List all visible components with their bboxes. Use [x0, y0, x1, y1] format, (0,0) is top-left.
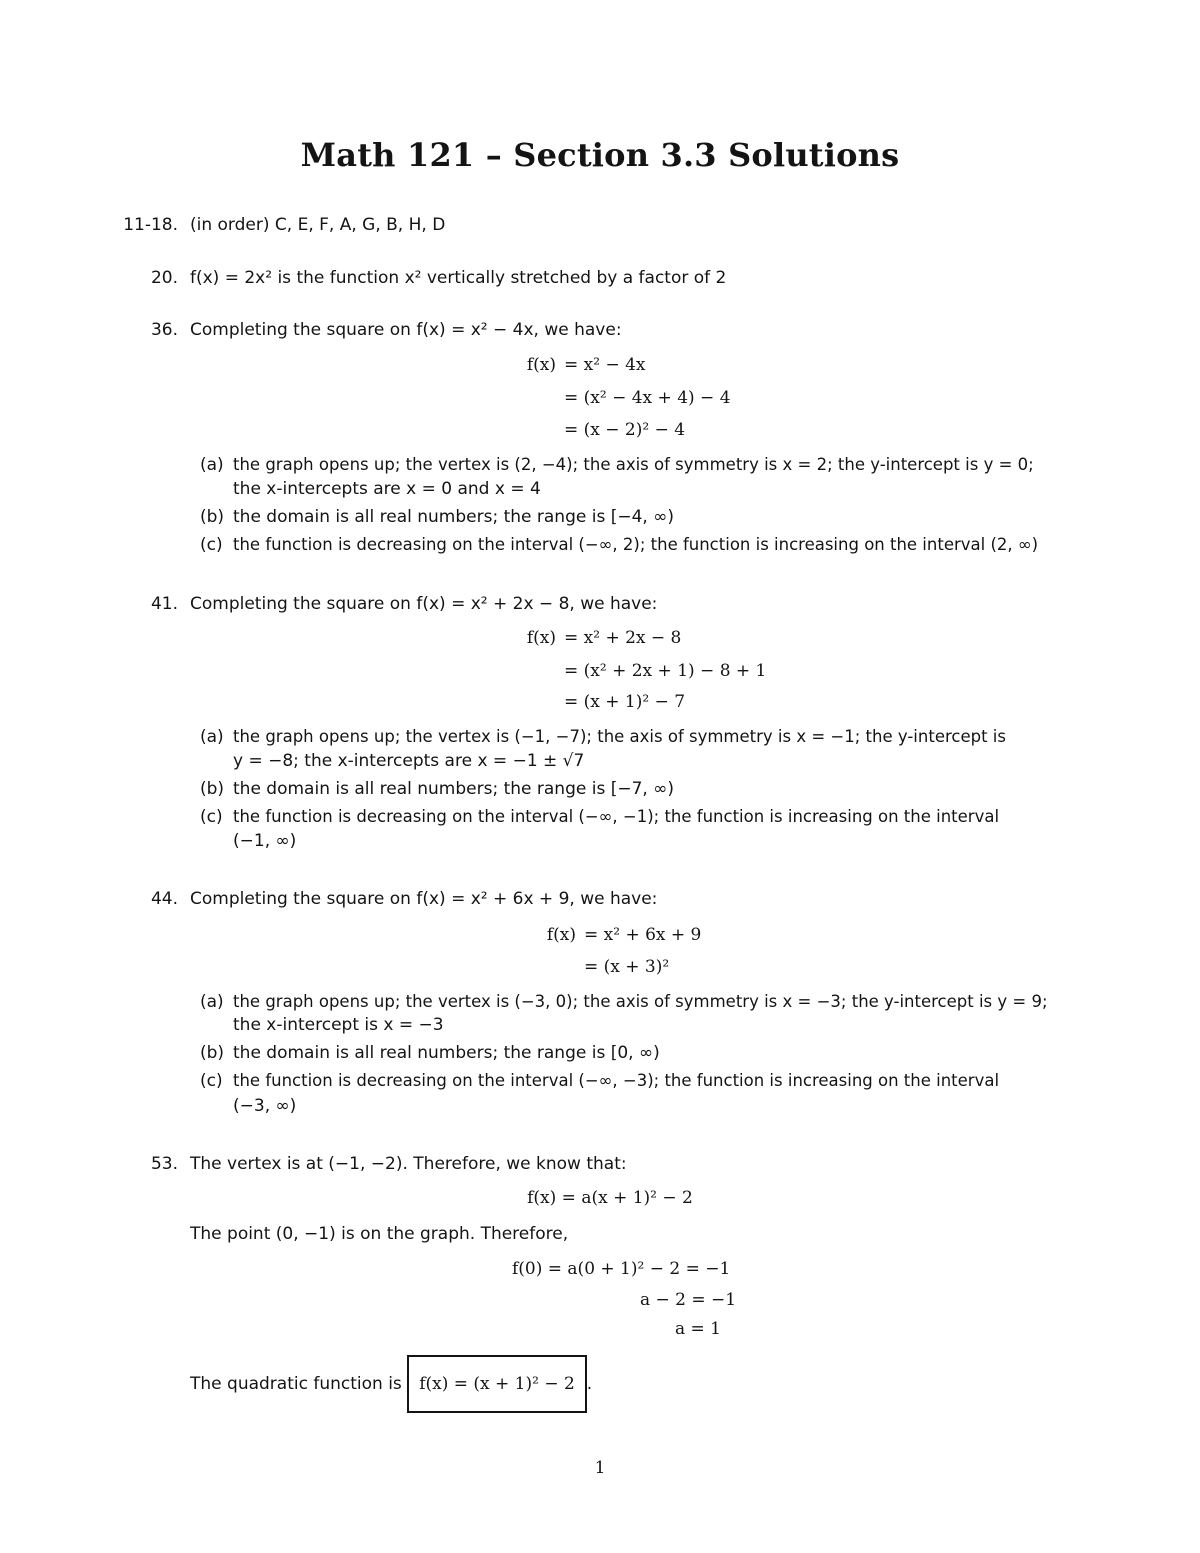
part-label: (c) — [200, 535, 223, 555]
part-text: (−1, ∞) — [233, 831, 297, 851]
problem-intro: Completing the square on f(x) = x² + 2x − 8, we have: — [190, 594, 658, 614]
problem-text: f(x) = 2x² is the function x² vertically stretched by a factor of 2 — [190, 268, 727, 288]
problem-number: 44. — [150, 889, 178, 909]
equation-line: f(x) = a(x + 1)² − 2 — [527, 1188, 693, 1208]
part-text: the x-intercept is x = −3 — [233, 1015, 444, 1035]
page-title: Math 121 – Section 3.3 Solutions — [300, 136, 900, 174]
equation-line: = (x + 1)² − 7 — [564, 692, 686, 712]
equation-line: = (x² + 2x + 1) − 8 + 1 — [564, 661, 767, 681]
part-text: the function is decreasing on the interval (−∞, 2); the function is increasing on the interval (2, ∞) — [233, 535, 1039, 554]
part-label: (b) — [200, 507, 225, 527]
final-answer-line — [190, 1355, 592, 1413]
part-label: (a) — [200, 455, 224, 475]
part-text: y = −8; the x-intercepts are x = −1 ± √7 — [233, 751, 585, 771]
part-label: (c) — [200, 1071, 223, 1091]
part-text: the domain is all real numbers; the range is [0, ∞) — [233, 1043, 660, 1063]
problem-number: 36. — [150, 320, 178, 340]
equation-line: = x² + 6x + 9 — [584, 925, 702, 945]
equation-line: = x² + 2x − 8 — [564, 628, 682, 648]
problem-number: 20. — [150, 268, 178, 288]
problem-intro: Completing the square on f(x) = x² + 6x + 9, we have: — [190, 889, 658, 909]
equation-line: = (x² − 4x + 4) − 4 — [564, 388, 731, 408]
equation-lhs: f(x) — [526, 628, 556, 648]
part-label: (a) — [200, 992, 224, 1012]
part-text: the graph opens up; the vertex is (−3, 0); the axis of symmetry is x = −3; the y-intercept is y = 9; — [233, 992, 1048, 1011]
final-answer-prefix: The quadratic function is — [190, 1374, 402, 1394]
problem-intro: The vertex is at (−1, −2). Therefore, we know that: — [190, 1154, 627, 1174]
page-number: 1 — [594, 1458, 606, 1478]
part-text: the graph opens up; the vertex is (2, −4); the axis of symmetry is x = 2; the y-intercept is y = 0; — [233, 455, 1034, 474]
equation-line: f(0) = a(0 + 1)² − 2 = −1 — [512, 1259, 731, 1279]
equation-line: a = 1 — [675, 1319, 722, 1339]
problem-number: 11-18. — [123, 215, 178, 235]
boxed-answer: f(x) = (x + 1)² − 2 — [407, 1355, 587, 1413]
part-label: (c) — [200, 807, 223, 827]
equation-lhs: f(x) — [546, 925, 576, 945]
equation-line: = (x + 3)² — [584, 957, 670, 977]
problem-number: 53. — [150, 1154, 178, 1174]
part-label: (b) — [200, 1043, 225, 1063]
final-answer-suffix: . — [586, 1374, 593, 1394]
part-text: the graph opens up; the vertex is (−1, −7); the axis of symmetry is x = −1; the y-intercept is — [233, 727, 1006, 746]
equation-line: = x² − 4x — [564, 355, 646, 375]
equation-line: a − 2 = −1 — [640, 1290, 737, 1310]
part-label: (b) — [200, 779, 225, 799]
part-label: (a) — [200, 727, 224, 747]
part-text: the x-intercepts are x = 0 and x = 4 — [233, 479, 541, 499]
part-text: the domain is all real numbers; the range is [−4, ∞) — [233, 507, 674, 527]
problem-intro: Completing the square on f(x) = x² − 4x, we have: — [190, 320, 622, 340]
problem-number: 41. — [150, 594, 178, 614]
part-text: the function is decreasing on the interval (−∞, −3); the function is increasing on the interval — [233, 1071, 1000, 1090]
part-text: (−3, ∞) — [233, 1096, 297, 1116]
problem-text: (in order) C, E, F, A, G, B, H, D — [190, 215, 446, 235]
equation-lhs: f(x) — [526, 355, 556, 375]
part-text: the function is decreasing on the interval (−∞, −1); the function is increasing on the interval — [233, 807, 1000, 826]
part-text: the domain is all real numbers; the range is [−7, ∞) — [233, 779, 674, 799]
equation-line: = (x − 2)² − 4 — [564, 420, 686, 440]
problem-text: The point (0, −1) is on the graph. Therefore, — [190, 1224, 569, 1244]
